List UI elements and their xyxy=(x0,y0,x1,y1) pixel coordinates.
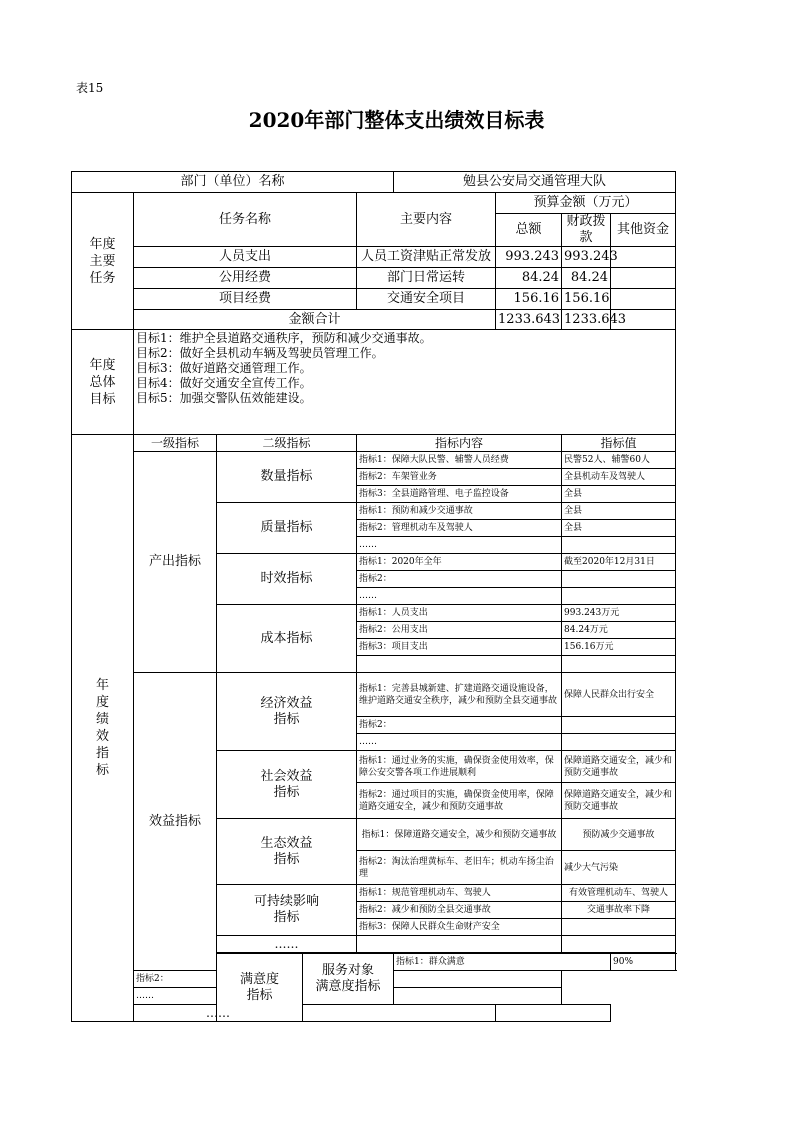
ecological-label-line1: 生态效益 xyxy=(260,835,313,851)
quantity-label: 数量指标 xyxy=(217,452,357,503)
indicator-content xyxy=(357,656,562,673)
col-level2: 二级指标 xyxy=(217,435,357,452)
page-title: 2020年部门整体支出绩效目标表 xyxy=(248,108,545,132)
indicator-value xyxy=(562,656,676,673)
goal-item: 目标1：维护全县道路交通秩序，预防和减少交通事故。 xyxy=(136,331,432,345)
social-label-line2: 指标 xyxy=(273,784,300,800)
tasks-header-row xyxy=(72,193,676,214)
benefit-ellipsis: …… xyxy=(217,936,357,953)
indicator-content: 指标2： xyxy=(357,571,562,588)
indicator-content: 指标3：项目支出 xyxy=(357,639,562,656)
task-content: 人员工资津贴正常发放 xyxy=(357,247,496,268)
indicator-value: 全县 xyxy=(562,503,676,520)
task-content: 交通安全项目 xyxy=(357,289,496,310)
sustainable-label-line1: 可持续影响 xyxy=(253,894,319,909)
indicator-content: 指标3：保障人民群众生命财产安全 xyxy=(357,919,562,936)
indicator-content: …… xyxy=(357,588,562,605)
indicator-content: 指标1：完善县城新建、扩建道路交通设施设备，维护道路交通安全秩序，减少和预防全县交通事故 xyxy=(357,673,562,717)
goals-row xyxy=(72,330,676,435)
indicator-content: 指标1：群众满意 xyxy=(394,954,611,971)
indicator-content: 指标2：淘汰治理黄标车、老旧车；机动车扬尘治理 xyxy=(357,851,562,885)
task-other xyxy=(611,247,676,268)
col-total: 总额 xyxy=(496,214,562,247)
indicator-value: 156.16万元 xyxy=(562,639,676,656)
empty-cell xyxy=(562,936,676,953)
indicator-value xyxy=(562,717,676,734)
indicator-content: 指标1：人员支出 xyxy=(357,605,562,622)
empty-cell xyxy=(357,936,562,953)
indicator-content: 指标2：公用支出 xyxy=(357,622,562,639)
goal-item: 目标4：做好交通安全宣传工作。 xyxy=(136,376,312,390)
task-name: 人员支出 xyxy=(134,247,357,268)
indicator-value: 993.243万元 xyxy=(562,605,676,622)
sustainable-label-line2: 指标 xyxy=(273,910,300,925)
empty-cell xyxy=(496,1005,611,1022)
performance-table xyxy=(71,171,676,1022)
indicator-value: 民警52人、辅警60人 xyxy=(562,452,676,469)
indicator-value xyxy=(394,988,562,1005)
goals-section-label xyxy=(72,330,134,435)
indicator-content: 指标1：2020年全年 xyxy=(357,554,562,571)
indicator-value: 全县机动车及驾驶人 xyxy=(562,469,676,486)
dept-value: 勉县公安局交通管理大队 xyxy=(394,172,676,193)
cost-label: 成本指标 xyxy=(217,605,357,673)
ecological-label xyxy=(217,819,357,885)
indicator-content: 指标2： xyxy=(134,971,357,988)
indicator-value: 截至2020年12月31日 xyxy=(562,554,676,571)
satisfaction-label-line2: 指标 xyxy=(246,987,273,1003)
dept-label: 部门（单位）名称 xyxy=(72,172,394,193)
social-label-line1: 社会效益 xyxy=(260,768,313,784)
col-task-name: 任务名称 xyxy=(134,193,357,247)
indicator-value: 交通事故率下降 xyxy=(562,902,676,919)
ecological-label-line2: 指标 xyxy=(273,851,300,867)
indicator-content: …… xyxy=(357,537,562,554)
task-row xyxy=(72,289,676,310)
satisfaction-label-line1: 满意度 xyxy=(239,971,279,987)
benefit-label: 效益指标 xyxy=(134,673,217,971)
indicator-content: 指标1：保障道路交通安全，减少和预防交通事故 xyxy=(357,819,562,851)
perf-row xyxy=(72,452,676,469)
task-total: 156.16 xyxy=(496,289,562,310)
output-label: 产出指标 xyxy=(134,452,217,673)
timeliness-label: 时效指标 xyxy=(217,554,357,605)
indicator-value: 有效管理机动车、驾驶人 xyxy=(562,885,676,902)
empty-cell xyxy=(303,1005,496,1022)
indicator-value xyxy=(562,588,676,605)
indicator-content: 指标1：预防和减少交通事故 xyxy=(357,503,562,520)
task-fiscal: 156.16 xyxy=(562,289,611,310)
col-indicator-value: 指标值 xyxy=(562,435,676,452)
indicator-value xyxy=(562,734,676,751)
quality-label: 质量指标 xyxy=(217,503,357,554)
indicator-value: 保障人民群众出行安全 xyxy=(562,673,676,717)
indicator-value: 90% xyxy=(611,954,676,971)
perf-row xyxy=(72,673,676,717)
goal-item: 目标3：做好道路交通管理工作。 xyxy=(136,361,312,375)
economic-label-line2: 指标 xyxy=(273,711,300,727)
task-sum-row xyxy=(72,310,676,330)
sum-total: 1233.643 xyxy=(496,310,562,330)
indicator-value: 全县 xyxy=(562,520,676,537)
indicator-content: 指标1：通过业务的实施，确保资金使用效率，保障公安交警各项工作进展顺利 xyxy=(357,751,562,783)
indicator-value xyxy=(562,919,676,936)
indicator-content: 指标2：车架管业务 xyxy=(357,469,562,486)
col-indicator-content: 指标内容 xyxy=(357,435,562,452)
perf-section-label xyxy=(72,435,134,1022)
goals-list xyxy=(134,330,676,435)
col-level1: 一级指标 xyxy=(134,435,217,452)
indicator-content: 指标1：保障大队民警、辅警人员经费 xyxy=(357,452,562,469)
economic-label-line1: 经济效益 xyxy=(260,695,313,711)
table-number: 表15 xyxy=(76,81,104,95)
task-total: 993.243 xyxy=(496,247,562,268)
indicator-content: …… xyxy=(134,988,357,1005)
indicator-value: 全县 xyxy=(562,486,676,503)
col-main-content: 主要内容 xyxy=(357,193,496,247)
indicator-content: 指标2：管理机动车及驾驶人 xyxy=(357,520,562,537)
task-name: 公用经费 xyxy=(134,268,357,289)
indicator-value: 保障道路交通安全，减少和预防交通事故 xyxy=(562,751,676,783)
social-label xyxy=(217,751,357,819)
service-label-line2: 满意度指标 xyxy=(315,979,381,994)
indicator-content: 指标1：规范管理机动车、驾驶人 xyxy=(357,885,562,902)
task-name: 项目经费 xyxy=(134,289,357,310)
task-other xyxy=(611,268,676,289)
dept-row xyxy=(72,172,676,193)
task-fiscal: 993.243 xyxy=(562,247,611,268)
economic-label xyxy=(217,673,357,751)
task-content: 部门日常运转 xyxy=(357,268,496,289)
task-row xyxy=(72,268,676,289)
perf-section-text: 年度绩效指标 xyxy=(95,678,109,778)
goal-item: 目标2：做好全县机动车辆及驾驶员管理工作。 xyxy=(136,346,384,360)
indicator-value xyxy=(562,537,676,554)
indicator-content: …… xyxy=(357,734,562,751)
col-budget: 预算金额（万元） xyxy=(496,193,676,214)
indicator-content: 指标3：全县道路管理、电子监控设备 xyxy=(357,486,562,503)
indicator-value: 减少大气污染 xyxy=(562,851,676,885)
task-fiscal: 84.24 xyxy=(562,268,611,289)
task-row xyxy=(72,247,676,268)
indicator-content: 指标2： xyxy=(357,717,562,734)
col-fiscal: 财政拨款 xyxy=(562,214,611,247)
sustainable-label xyxy=(217,885,357,936)
indicator-value: 保障道路交通安全，减少和预防交通事故 xyxy=(562,783,676,819)
perf-row xyxy=(72,1005,676,1022)
indicator-content: 指标2：通过项目的实施，确保资金使用率，保障道路交通安全，减少和预防交通事故 xyxy=(357,783,562,819)
performance-table-wrapper xyxy=(71,171,675,1022)
goals-section-text: 年度总体目标 xyxy=(89,357,116,407)
indicator-content: 指标2：减少和预防全县交通事故 xyxy=(357,902,562,919)
sum-label: 金额合计 xyxy=(134,310,496,330)
col-other: 其他资金 xyxy=(611,214,676,247)
task-total: 84.24 xyxy=(496,268,562,289)
indicator-value: 预防减少交通事故 xyxy=(562,819,676,851)
service-label-line1: 服务对象 xyxy=(322,963,375,978)
sum-fiscal: 1233.643 xyxy=(562,310,611,330)
perf-header-row xyxy=(72,435,676,452)
tasks-section-text: 年度主要任务 xyxy=(89,236,116,286)
indicator-value xyxy=(394,971,562,988)
satisfaction-ellipsis: …… xyxy=(134,1005,303,1022)
indicator-value: 84.24万元 xyxy=(562,622,676,639)
indicator-value xyxy=(562,571,676,588)
goal-item: 目标5：加强交警队伍效能建设。 xyxy=(136,391,312,405)
task-other xyxy=(611,289,676,310)
tasks-section-label xyxy=(72,193,134,330)
